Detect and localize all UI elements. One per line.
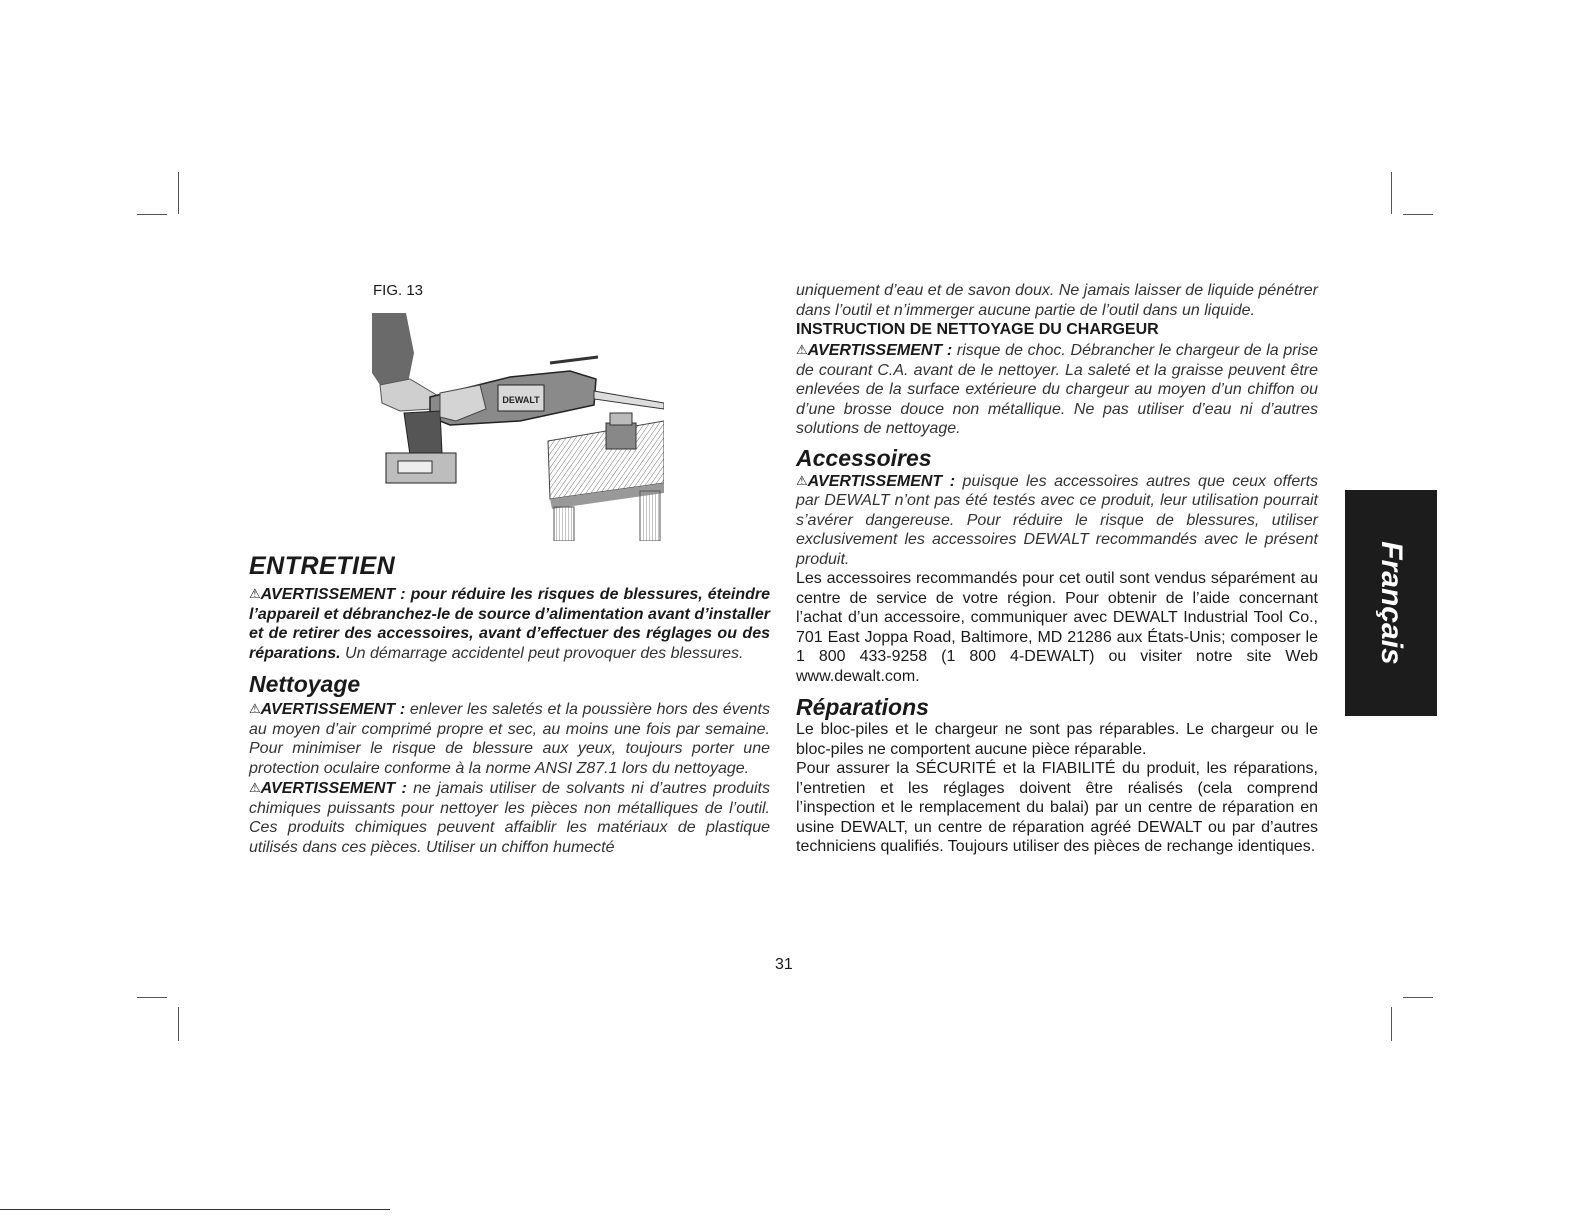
page-number: 31 xyxy=(775,956,793,973)
section-title-nettoyage: Nettoyage xyxy=(249,671,361,697)
section-title-charger-cleaning: INSTRUCTION DE NETTOYAGE DU CHARGEUR xyxy=(796,321,1159,338)
warning-triangle-icon: ⚠ xyxy=(249,780,261,795)
warning-triangle-icon: ⚠ xyxy=(249,701,261,716)
crop-mark xyxy=(137,997,167,998)
crop-mark xyxy=(137,214,167,215)
crop-mark xyxy=(178,1007,179,1041)
warning-lead: AVERTISSEMENT : xyxy=(807,472,956,490)
warning-paragraph xyxy=(249,584,770,663)
crop-mark xyxy=(178,172,179,214)
warning-triangle-icon: ⚠ xyxy=(249,586,261,601)
warning-text: enlever les saletés et la poussière hors des évents au moyen d’air comprimé propre et sec, au moins une fois par semaine. Pour minimiser le risque de blessure aux yeux, toujours porter une protection oculaire conforme à la norme ANSI Z87.1 lors du nettoyage. xyxy=(249,701,770,777)
left-column xyxy=(249,552,770,857)
warning-lead: AVERTISSEMENT : xyxy=(260,780,407,797)
figure-label: FIG. 13 xyxy=(373,282,424,299)
accessories-body: Les accessoires recommandés pour cet outil sont vendus séparément au centre de service de votre région. Pour obtenir de l’aide concernant l’achat d’un accessoire, communiquer avec DEWALT Industrial Tool Co., 701 East Joppa Road, Baltimore, MD 21286 aux États-Unis; composer le 1 800 433-9258 (1 800 4-DEWALT) ou visiter notre site Web www.dewalt.com. xyxy=(796,570,1318,685)
warning-text: Un démarrage accidentel peut provoquer des blessures. xyxy=(340,644,744,662)
warning-text: puisque les accessoires autres que ceux offerts par DEWALT n’ont pas été testés avec ce produit, leur utilisation pourrait s’avérer dangereuse. Pour réduire le risque de blessures, utiliser exclusivement les accessoires DEWALT recommandés avec le présent produit. xyxy=(796,472,1319,568)
warning-lead: AVERTISSEMENT : xyxy=(260,701,406,718)
warning-text: risque de choc. Débrancher le chargeur de la prise de courant C.A. avant de le nettoyer. La saleté et la graisse peuvent être enlevées de la surface extérieure du chargeur au moyen d’un chiffon ou d’une brosse douce non métallique. Ne pas utiliser d’eau ni d’autres solutions de nettoyage. xyxy=(796,342,1318,437)
figure-13-illustration xyxy=(370,313,664,541)
section-title-reparations: Réparations xyxy=(796,694,929,720)
warning-paragraph xyxy=(796,340,1318,439)
footer-rule xyxy=(0,1209,390,1210)
warning-triangle-icon: ⚠ xyxy=(796,342,808,357)
crop-mark xyxy=(1391,172,1392,214)
section-title-accessoires: Accessoires xyxy=(796,444,932,471)
right-column xyxy=(796,281,1318,857)
language-side-tab-label: Français xyxy=(1375,541,1408,665)
warning-paragraph xyxy=(796,471,1318,570)
warning-paragraph xyxy=(249,778,770,857)
crop-mark xyxy=(1403,214,1433,215)
saw-brand-label: DEWALT xyxy=(502,395,540,405)
warning-triangle-icon: ⚠ xyxy=(796,472,808,488)
language-side-tab xyxy=(1345,490,1437,716)
warning-lead: AVERTISSEMENT : xyxy=(807,342,953,359)
warning-paragraph xyxy=(249,699,770,778)
warning-lead: AVERTISSEMENT : pour réduire les risques de blessures, éteindre l’appareil et débranchez-le de source d’alimentation avant d’installer et de retirer des accessoires, avant d’effectuer des réglages ou des réparations. xyxy=(249,586,770,662)
repairs-paragraph: Le bloc-piles et le chargeur ne sont pas réparables. Le chargeur ou le bloc-piles ne comportent aucune pièce réparable. xyxy=(796,721,1318,758)
repairs-paragraph: Pour assurer la SÉCURITÉ et la FIABILITÉ du produit, les réparations, l’entretien et les réglages doivent être réalisés (cela comprend l’inspection et le remplacement du balai) par un centre de réparation en usine DEWALT, un centre de réparation agréé DEWALT ou par d’autres techniciens qualifiés. Toujours utiliser des pièces de rechange identiques. xyxy=(796,760,1318,855)
continued-text: uniquement d’eau et de savon doux. Ne jamais laisser de liquide pénétrer dans l’outil et n’immerger aucune partie de l’outil dans un liquide. xyxy=(796,282,1318,319)
warning-text: ne jamais utiliser de solvants ni d’autres produits chimiques puissants pour nettoyer les pièces non métalliques de l’outil. Ces produits chimiques peuvent affaiblir les matériaux de plastique utilisés dans ces pièces. Utiliser un chiffon humecté xyxy=(249,780,770,856)
section-title-entretien: ENTRETIEN xyxy=(249,552,396,580)
crop-mark xyxy=(1391,1007,1392,1041)
crop-mark xyxy=(1403,997,1433,998)
